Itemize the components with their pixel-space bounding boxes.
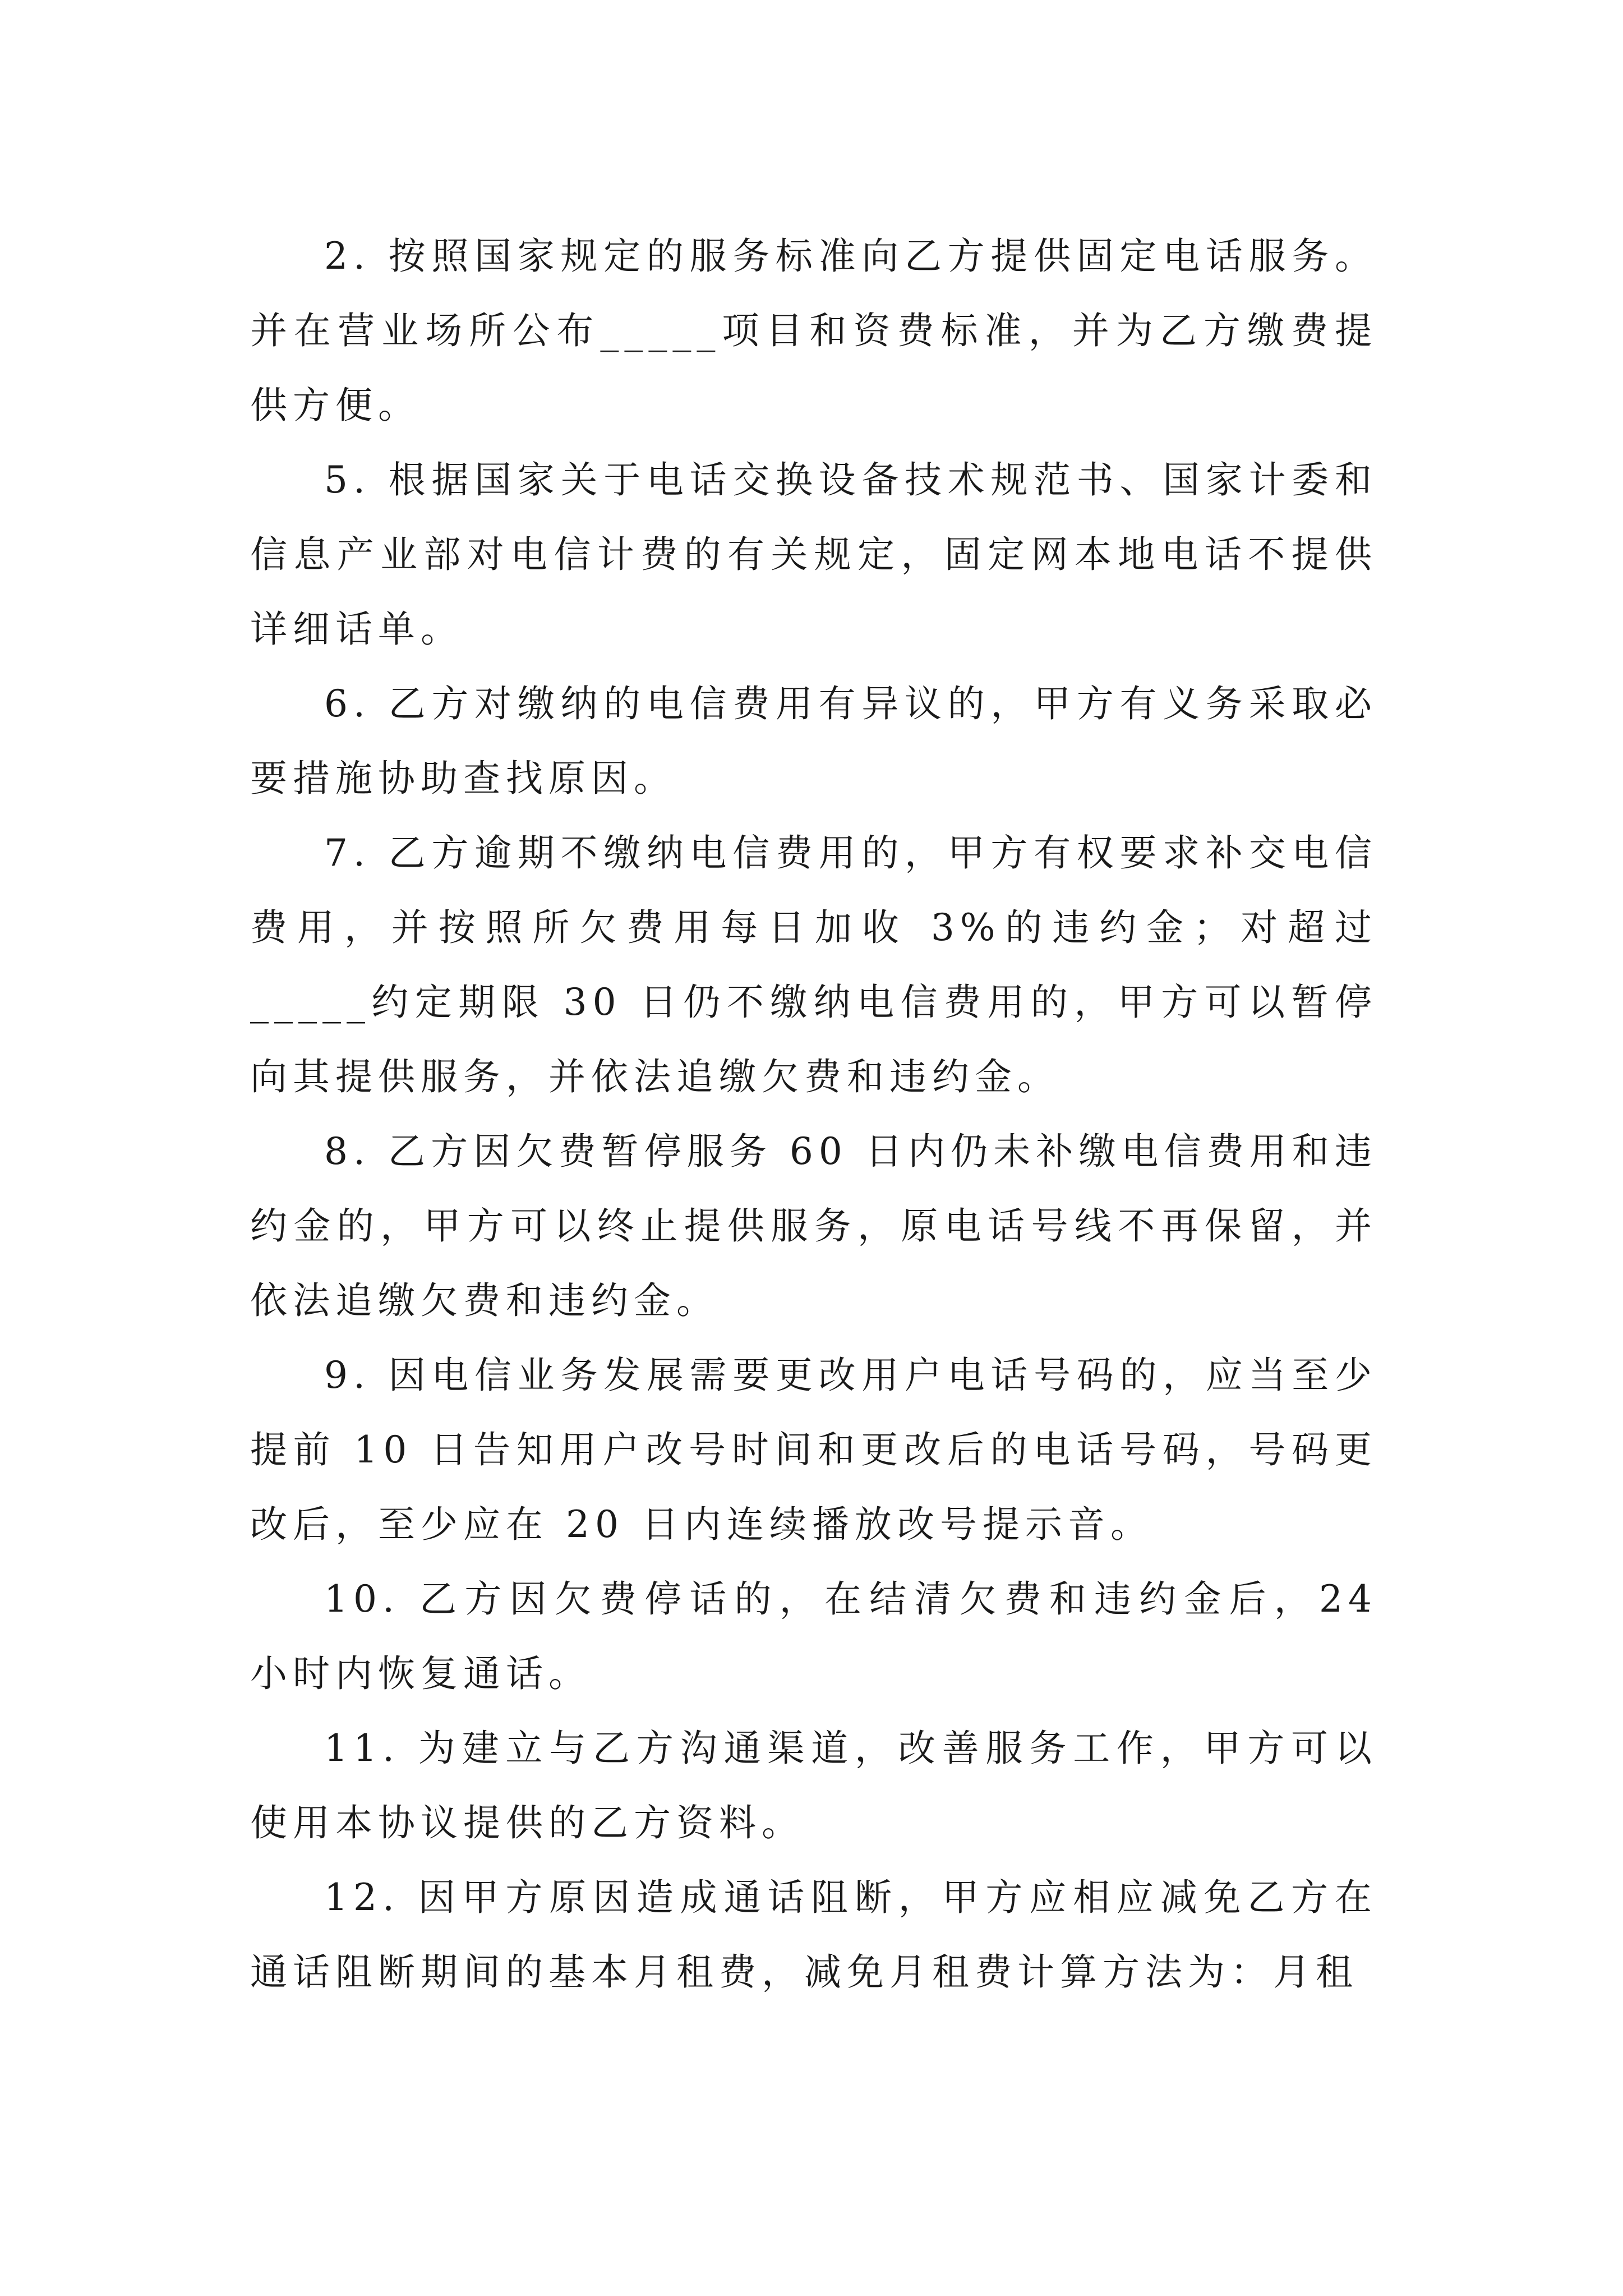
clause-10: 10. 乙方因欠费停话的，在结清欠费和违约金后，24 小时内恢复通话。 xyxy=(250,1577,1377,1695)
clause-7: 7. 乙方逾期不缴纳电信费用的，甲方有权要求补交电信费用，并按照所欠费用每日加收 3%的违约金；对超过_____约定期限 30 日仍不缴纳电信费用的，甲方可以暂停向其提供服务，并依法追缴欠费和违约金。 xyxy=(250,831,1377,1098)
clause-11: 11. 为建立与乙方沟通渠道，改善服务工作，甲方可以使用本协议提供的乙方资料。 xyxy=(250,1727,1377,1844)
clause-5: 5. 根据国家关于电话交换设备技术规范书、国家计委和信息产业部对电信计费的有关规定，固定网本地电话不提供详细话单。 xyxy=(250,458,1377,651)
clause-9: 9. 因电信业务发展需要更改用户电话号码的，应当至少提前 10 日告知用户改号时间和更改后的电话号码，号码更改后，至少应在 20 日内连续播放改号提示音。 xyxy=(250,1354,1377,1546)
clause-6: 6. 乙方对缴纳的电信费用有异议的，甲方有义务采取必要措施协助查找原因。 xyxy=(250,682,1377,800)
document-body xyxy=(250,219,1377,2009)
clause-8: 8. 乙方因欠费暂停服务 60 日内仍未补缴电信费用和违约金的，甲方可以终止提供服务，原电话号线不再保留，并依法追缴欠费和违约金。 xyxy=(250,1130,1377,1322)
clause-2: 2. 按照国家规定的服务标准向乙方提供固定电话服务。并在营业场所公布_____项目和资费标准，并为乙方缴费提供方便。 xyxy=(250,234,1377,427)
clause-12: 12. 因甲方原因造成通话阻断，甲方应相应减免乙方在通话阻断期间的基本月租费，减免月租费计算方法为：月租 xyxy=(250,1876,1377,1994)
